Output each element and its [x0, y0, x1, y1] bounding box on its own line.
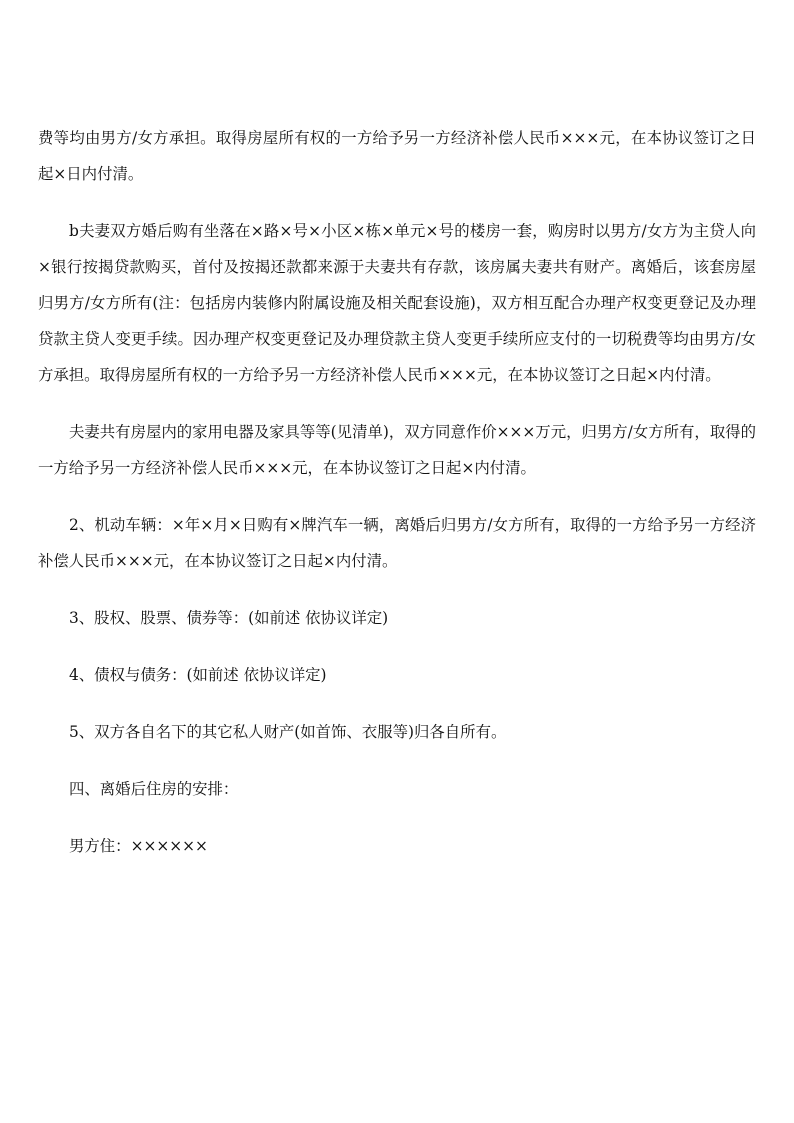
- paragraph-debts: 4、债权与债务：(如前述 依协议详定): [69, 666, 327, 684]
- document-body: [38, 120, 756, 885]
- paragraph-house-a-continuation: 费等均由男方/女方承担。取得房屋所有权的一方给予另一方经济补偿人民币×××元，在本协议签订之日起×日内付清。: [38, 129, 756, 183]
- paragraph-house-b: b夫妻双方婚后购有坐落在×路×号×小区×栋×单元×号的楼房一套，购房时以男方/女方为主贷人向×银行按揭贷款购买，首付及按揭还款都来源于夫妻共有存款，该房属夫妻共有财产。离婚后，该套房屋归男方/女方所有(注：包括房内装修内附属设施及相关配套设施)，双方相互配合办理产权变更登记及办理贷款主贷人变更手续。因办理产权变更登记及办理贷款主贷人变更手续所应支付的一切税费等均由男方/女方承担。取得房屋所有权的一方给予另一方经济补偿人民币×××元，在本协议签订之日起×内付清。: [38, 222, 756, 384]
- paragraph-vehicle: 2、机动车辆：×年×月×日购有×牌汽车一辆，离婚后归男方/女方所有，取得的一方给予另一方经济补偿人民币×××元，在本协议签订之日起×内付清。: [38, 516, 756, 570]
- paragraph-personal-property: 5、双方各自名下的其它私人财产(如首饰、衣服等)归各自所有。: [69, 723, 507, 741]
- paragraph-male-residence: 男方住：××××××: [69, 837, 208, 855]
- paragraph-appliances: 夫妻共有房屋内的家用电器及家具等等(见清单)，双方同意作价×××万元，归男方/女方所有，取得的一方给予另一方经济补偿人民币×××元，在本协议签订之日起×内付清。: [38, 423, 756, 477]
- paragraph-equity: 3、股权、股票、债券等：(如前述 依协议详定): [69, 609, 389, 627]
- section-heading-housing: 四、离婚后住房的安排：: [69, 780, 239, 798]
